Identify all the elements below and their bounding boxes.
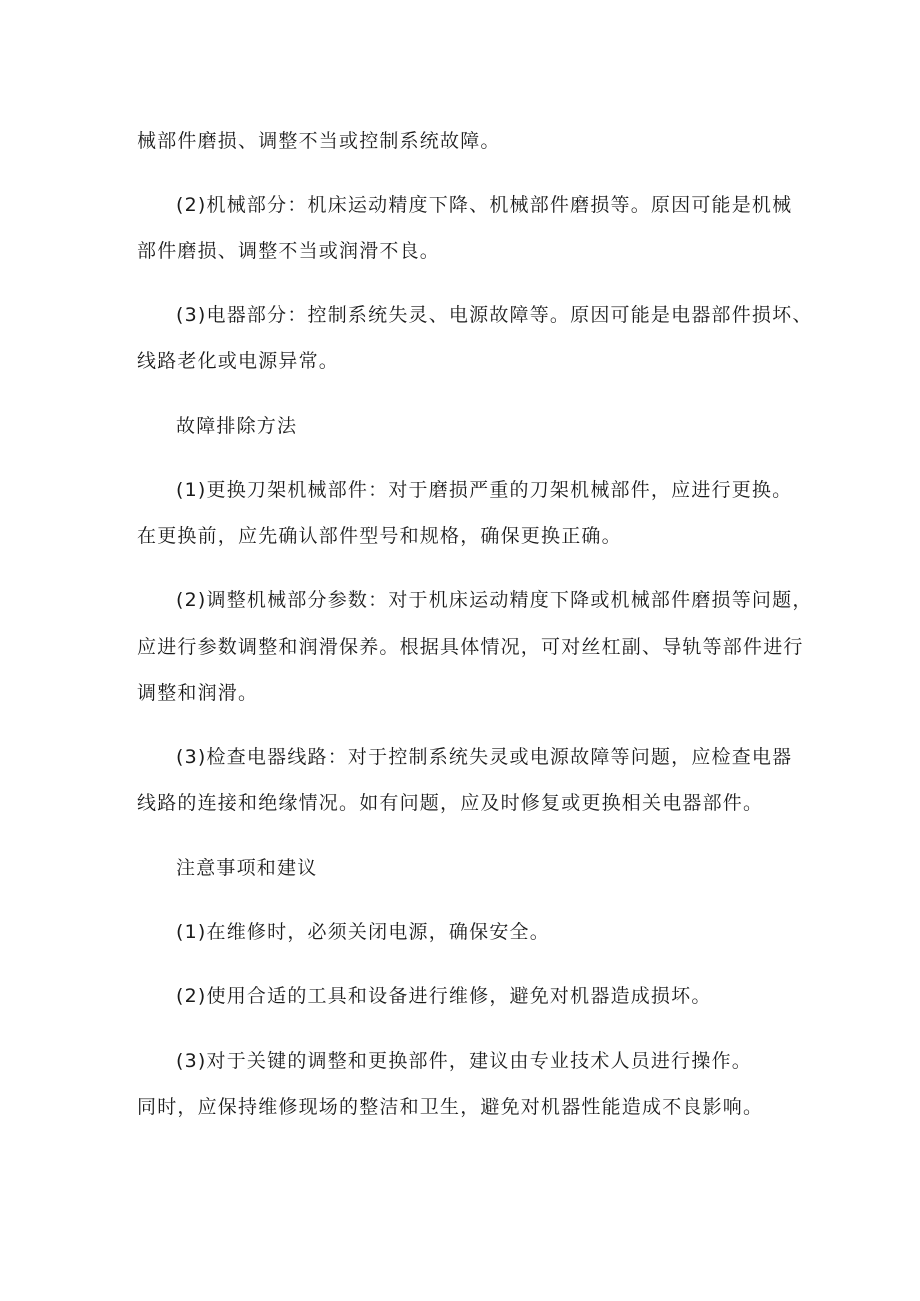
text-line: 线路老化或电源异常。 <box>137 350 340 372</box>
text-line: 线路的连接和绝缘情况。如有问题，应及时修复或更换相关电器部件。 <box>137 792 764 814</box>
section-heading: 故障排除方法 <box>176 415 298 437</box>
text-line: 应进行参数调整和润滑保养。根据具体情况，可对丝杠副、导轨等部件进行 <box>137 636 804 658</box>
text-line: 调整和润滑。 <box>137 682 259 704</box>
section-heading: 注意事项和建议 <box>176 857 318 879</box>
text-line: (1)在维修时，必须关闭电源，确保安全。 <box>176 921 550 943</box>
text-line: (3)电器部分：控制系统失灵、电源故障等。原因可能是电器部件损坏、 <box>176 304 813 326</box>
text-line: (2)调整机械部分参数：对于机床运动精度下降或机械部件磨损等问题， <box>176 589 813 611</box>
text-line: (2)机械部分：机床运动精度下降、机械部件磨损等。原因可能是机械 <box>176 194 793 216</box>
text-line: 在更换前，应先确认部件型号和规格，确保更换正确。 <box>137 525 622 547</box>
text-line: 同时，应保持维修现场的整洁和卫生，避免对机器性能造成不良影响。 <box>137 1096 764 1118</box>
text-line: (2)使用合适的工具和设备进行维修，避免对机器造成损坏。 <box>176 985 712 1007</box>
text-line: 械部件磨损、调整不当或控制系统故障。 <box>137 130 501 152</box>
text-line: (3)检查电器线路：对于控制系统失灵或电源故障等问题，应检查电器 <box>176 746 793 768</box>
text-line: (1)更换刀架机械部件：对于磨损严重的刀架机械部件，应进行更换。 <box>176 479 793 501</box>
text-line: (3)对于关键的调整和更换部件，建议由专业技术人员进行操作。 <box>176 1050 752 1072</box>
text-line: 部件磨损、调整不当或润滑不良。 <box>137 240 441 262</box>
